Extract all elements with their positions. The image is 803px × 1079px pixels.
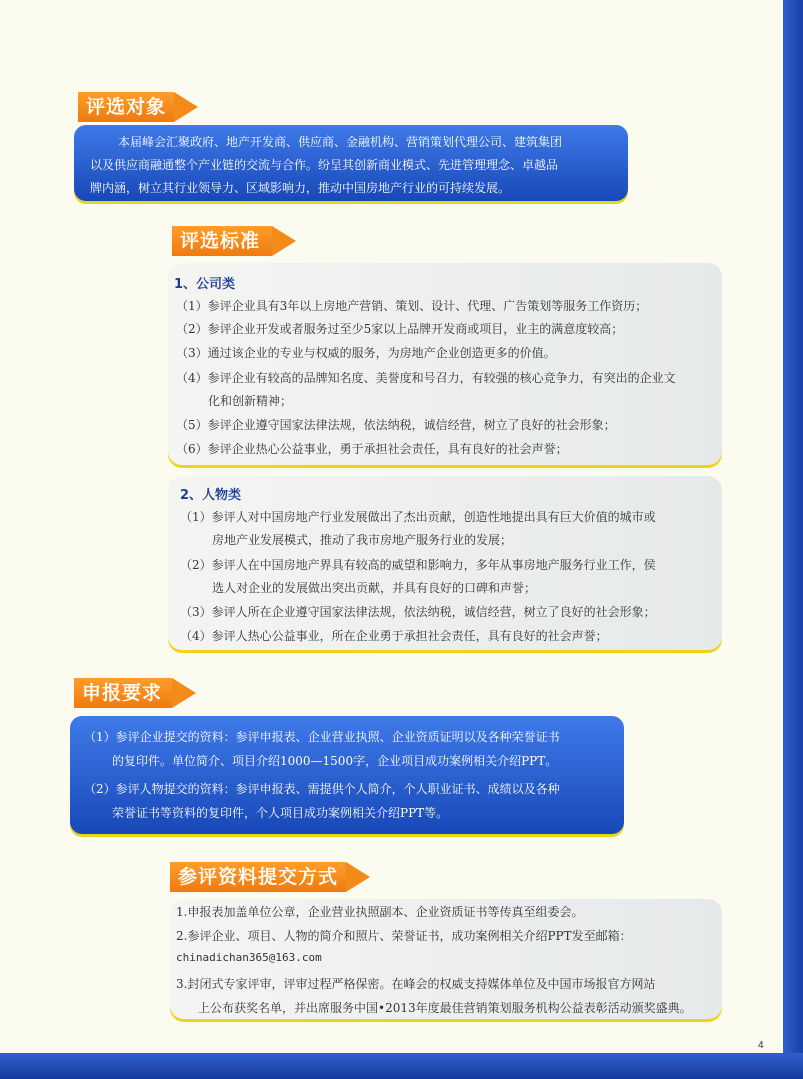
company-line: 化和创新精神； bbox=[208, 394, 293, 408]
person-heading: 2、人物类 bbox=[180, 488, 242, 503]
submission-line: 1.申报表加盖单位公章，企业营业执照副本、企业资质证书等传真至组委会。 bbox=[176, 905, 584, 919]
company-line: （3）通过该企业的专业与权威的服务，为房地产企业创造更多的价值。 bbox=[176, 346, 556, 360]
requirements-line: 荣誉证书等资料的复印件，个人项目成功案例相关介绍PPT等。 bbox=[112, 806, 449, 820]
section-title-submission: 参评资料提交方式 bbox=[178, 866, 339, 888]
requirements-line: （1）参评企业提交的资料：参评申报表、企业营业执照、企业资质证明以及各种荣誉证书 bbox=[84, 730, 560, 744]
submission-line: 上公布获奖名单，并出席服务中国•2013年度最佳营销策划服务机构公益表彰活动颁奖盛典。 bbox=[198, 1001, 692, 1015]
section-tag-target bbox=[78, 92, 166, 122]
target-line: 本届峰会汇聚政府、地产开发商、供应商、金融机构、营销策划代理公司、建筑集团 bbox=[118, 135, 563, 149]
company-line: （6）参评企业热心公益事业，勇于承担社会责任，具有良好的社会声誉； bbox=[176, 442, 568, 456]
criteria-person-box bbox=[168, 476, 722, 650]
submission-box bbox=[170, 899, 722, 1019]
company-line: （1）参评企业具有3年以上房地产营销、策划、设计、代理、广告策划等服务工作资历； bbox=[176, 299, 648, 313]
requirements-box bbox=[70, 716, 624, 834]
section-tag-submission bbox=[170, 862, 338, 892]
page-number: 4 bbox=[758, 1040, 764, 1051]
target-line: 牌内涵，树立其行业领导力、区域影响力，推动中国房地产行业的可持续发展。 bbox=[90, 181, 511, 195]
submission-line: 3.封闭式专家评审，评审过程严格保密。在峰会的权威支持媒体单位及中国市场报官方网站 bbox=[176, 977, 656, 991]
person-line: （1）参评人对中国房地产行业发展做出了杰出贡献，创造性地提出具有巨大价值的城市或 bbox=[180, 510, 656, 524]
section-title-requirements: 申报要求 bbox=[82, 682, 163, 704]
page-bottom-strip bbox=[0, 1053, 803, 1079]
requirements-line: （2）参评人物提交的资料：参评申报表、需提供个人简介，个人职业证书、成绩以及各种 bbox=[84, 782, 560, 796]
section-tag-criteria bbox=[172, 226, 260, 256]
target-box bbox=[74, 125, 628, 201]
person-line: 房地产业发展模式，推动了我市房地产服务行业的发展； bbox=[212, 533, 513, 547]
company-line: （4）参评企业有较高的品牌知名度、美誉度和号召力，有较强的核心竞争力，有突出的企业文 bbox=[176, 371, 676, 385]
person-line: （4）参评人热心公益事业，所在企业勇于承担社会责任，具有良好的社会声誉； bbox=[180, 629, 608, 643]
criteria-company-box bbox=[168, 263, 722, 465]
requirements-line: 的复印件。单位简介、项目介绍1000—1500字，企业项目成功案例相关介绍PPT。 bbox=[112, 754, 558, 768]
company-line: （2）参评企业开发或者服务过至少5家以上品牌开发商或项目，业主的满意度较高； bbox=[176, 322, 624, 336]
person-line: （3）参评人所在企业遵守国家法律法规，依法纳税，诚信经营，树立了良好的社会形象； bbox=[180, 605, 656, 619]
section-tag-requirements bbox=[74, 678, 162, 708]
page-edge-strip bbox=[783, 0, 803, 1079]
person-line: （2）参评人在中国房地产界具有较高的威望和影响力，多年从事房地产服务行业工作，侯 bbox=[180, 558, 656, 572]
company-heading: 1、公司类 bbox=[174, 277, 236, 292]
target-line: 以及供应商融通整个产业链的交流与合作。纷呈其创新商业模式、先进管理理念、卓越品 bbox=[90, 158, 559, 172]
company-line: （5）参评企业遵守国家法律法规，依法纳税，诚信经营，树立了良好的社会形象； bbox=[176, 418, 616, 432]
submission-email: chinadichan365@163.com bbox=[176, 951, 322, 964]
person-line: 选人对企业的发展做出突出贡献，并具有良好的口碑和声誉； bbox=[212, 581, 537, 595]
submission-line: 2.参评企业、项目、人物的简介和照片、荣誉证书，成功案例相关介绍PPT发至邮箱： bbox=[176, 929, 632, 943]
section-title-criteria: 评选标准 bbox=[180, 230, 261, 252]
section-title-target: 评选对象 bbox=[86, 96, 167, 118]
